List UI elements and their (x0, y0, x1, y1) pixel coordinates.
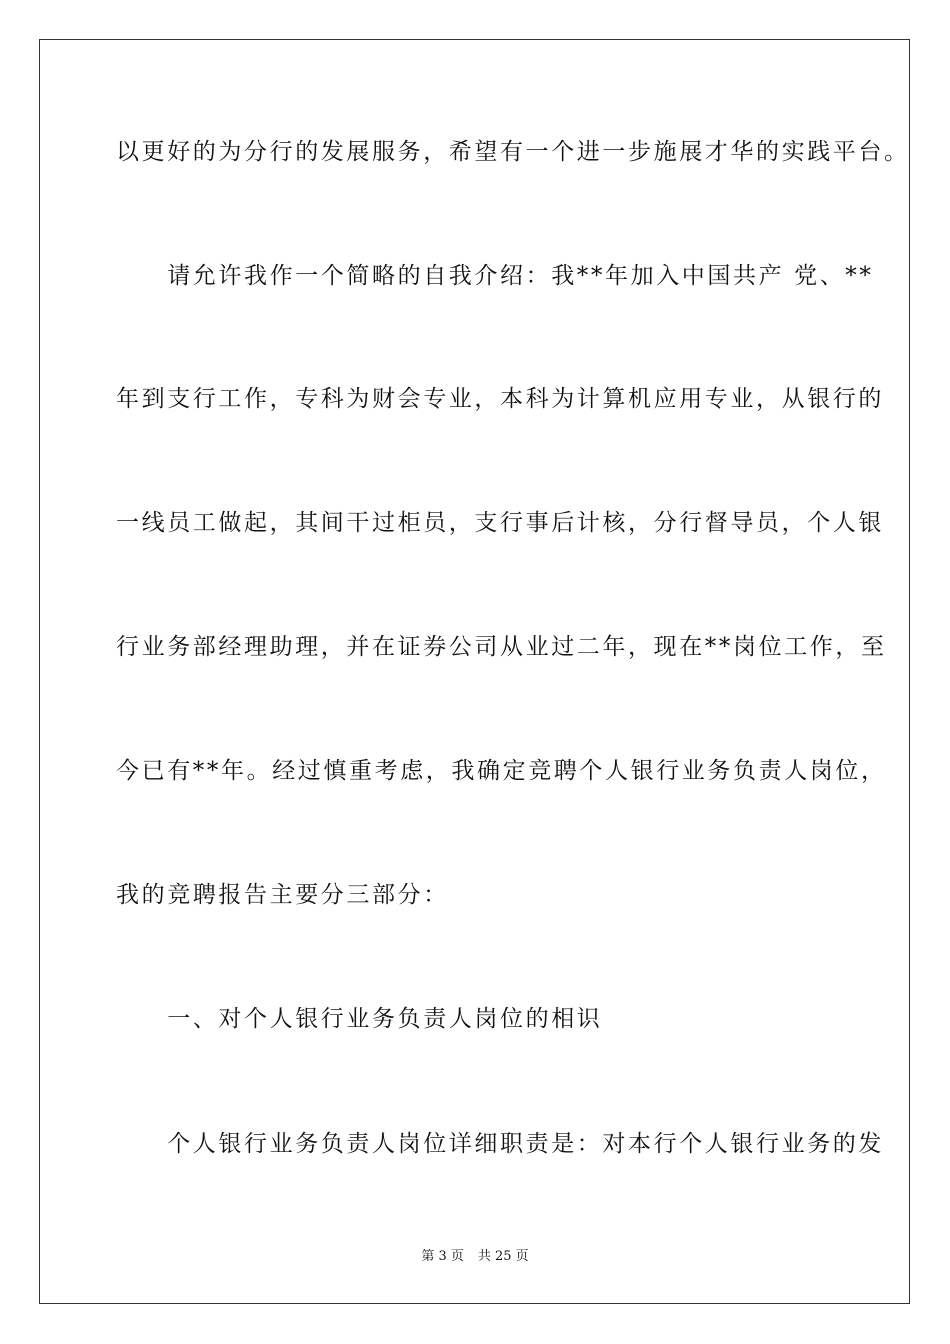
body-line-2: 请允许我作一个简略的自我介绍：我**年加入中国共产 党、** (116, 263, 874, 289)
body-line-5: 行业务部经理助理，并在证券公司从业过二年，现在**岗位工作，至 (116, 634, 887, 660)
section-heading-1: 一、对个人银行业务负责人岗位的相识 (116, 1006, 603, 1032)
page-border (39, 39, 910, 1304)
page-total: 共 25 页 (477, 1249, 529, 1264)
body-line-1: 以更好的为分行的发展服务，希望有一个进一步施展才华的实践平台。 (116, 139, 910, 165)
page-footer (0, 1248, 950, 1266)
body-line-6: 今已有**年。经过慎重考虑，我确定竞聘个人银行业务负责人岗位， (116, 758, 887, 784)
body-line-8: 个人银行业务负责人岗位详细职责是：对本行个人银行业务的发 (116, 1131, 884, 1157)
body-line-4: 一线员工做起，其间干过柜员，支行事后计核，分行督导员，个人银 (116, 510, 884, 536)
body-line-7: 我的竞聘报告主要分三部分： (116, 882, 449, 908)
page-number: 第 3 页 (421, 1249, 464, 1264)
body-line-3: 年到支行工作，专科为财会专业，本科为计算机应用专业，从银行的 (116, 386, 884, 412)
